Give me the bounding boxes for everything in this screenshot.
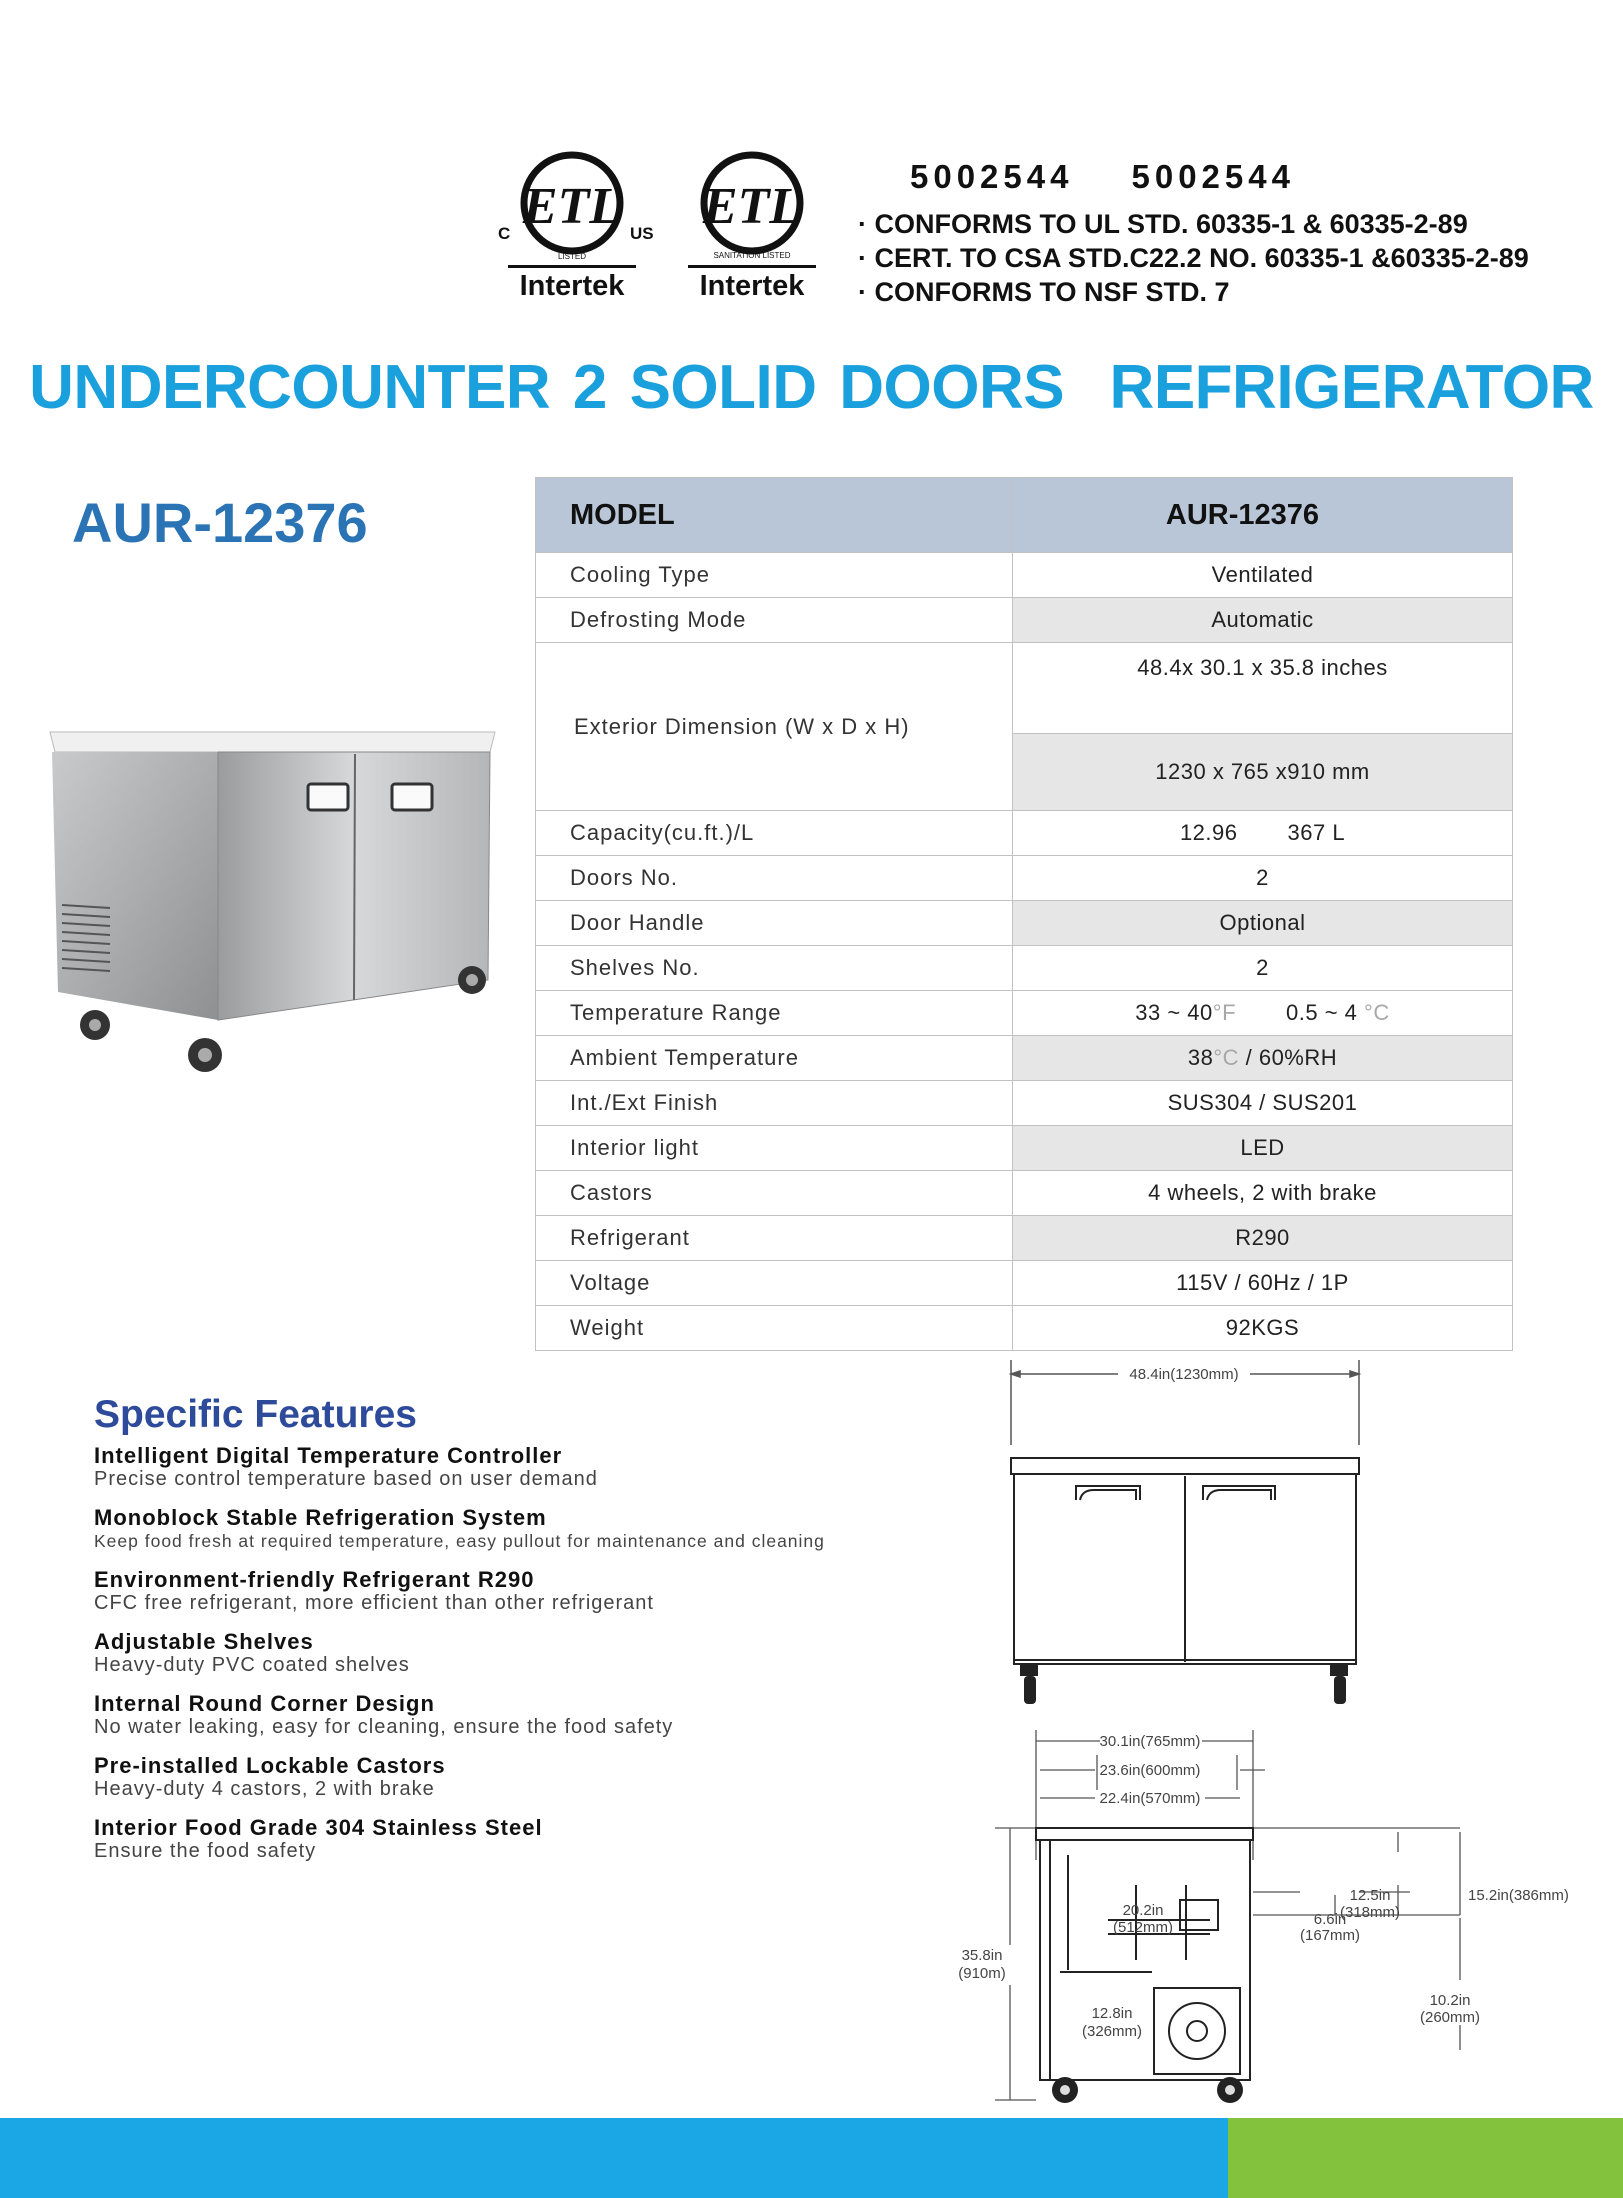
row-value: Optional <box>1013 901 1513 946</box>
row-label: Castors <box>536 1171 1013 1216</box>
temp-f: 33 ~ 40 <box>1135 1000 1213 1025</box>
front-width-label: 48.4in(1230mm) <box>1129 1366 1239 1383</box>
compressor-width-label: 12.8in <box>1091 2005 1133 2022</box>
dim-label: (260mm) <box>1419 2009 1481 2026</box>
row-value: SUS304 / SUS201 <box>1013 1081 1513 1126</box>
row-value: R290 <box>1013 1216 1513 1261</box>
row-value: 2 <box>1013 946 1513 991</box>
table-row <box>536 1171 1513 1216</box>
etl-listed-logo <box>490 135 665 310</box>
cert-line: · CONFORMS TO NSF STD. 7 <box>858 275 1529 309</box>
feature-item <box>94 1692 934 1738</box>
row-label: Interior light <box>536 1126 1013 1171</box>
features-list <box>94 1444 934 1878</box>
feature-item <box>94 1816 934 1862</box>
capacity-liters: 367 L <box>1287 820 1346 845</box>
svg-text:LISTED: LISTED <box>557 252 587 261</box>
inner-height-label: (512mm) <box>1112 1919 1174 1936</box>
etl-mark: ETL <box>702 178 802 235</box>
front-view-drawing <box>990 1350 1390 1720</box>
ambient-value: 38 <box>1187 1045 1214 1070</box>
row-label: Cooling Type <box>536 553 1013 598</box>
table-row <box>536 856 1513 901</box>
cert-line: · CERT. TO CSA STD.C22.2 NO. 60335-1 &60335-2-89 <box>858 241 1529 275</box>
side-depth-label: 22.4in(570mm) <box>1099 1790 1201 1807</box>
row-label: Door Handle <box>536 901 1013 946</box>
product-photo <box>40 730 510 1090</box>
table-row <box>536 1081 1513 1126</box>
row-label: Int./Ext Finish <box>536 1081 1013 1126</box>
feature-heading: Pre-installed Lockable Castors <box>94 1753 446 1778</box>
feature-description: Precise control temperature based on user demand <box>94 1468 598 1490</box>
side-depth-label: 23.6in(600mm) <box>1099 1762 1201 1779</box>
row-value: Automatic <box>1013 598 1513 643</box>
cert-number: 5002544 <box>910 158 1074 195</box>
feature-heading: Intelligent Digital Temperature Controller <box>94 1443 563 1468</box>
compressor-width-label: (326mm) <box>1081 2023 1143 2040</box>
feature-heading: Interior Food Grade 304 Stainless Steel <box>94 1815 543 1840</box>
table-row <box>536 1306 1513 1351</box>
table-row <box>536 598 1513 643</box>
row-value: 115V / 60Hz / 1P <box>1013 1261 1513 1306</box>
dim-label: 15.2in(386mm) <box>1468 1887 1569 1904</box>
row-value: 4 wheels, 2 with brake <box>1013 1171 1513 1216</box>
footer-bar-green <box>1228 2118 1623 2198</box>
row-label: Capacity(cu.ft.)/L <box>536 811 1013 856</box>
side-view-drawing <box>940 1720 1569 2110</box>
feature-item <box>94 1754 934 1800</box>
table-row <box>536 811 1513 856</box>
row-value: 92KGS <box>1013 1306 1513 1351</box>
capacity-cuft: 12.96 <box>1179 820 1238 845</box>
feature-description: Heavy-duty 4 castors, 2 with brake <box>94 1778 435 1800</box>
table-row <box>536 901 1513 946</box>
svg-text:SANITATION LISTED: SANITATION LISTED <box>713 251 791 260</box>
temp-c: 0.5 ~ 4 <box>1286 1000 1365 1025</box>
row-value: Ventilated <box>1013 553 1513 598</box>
feature-description: No water leaking, easy for cleaning, ensure the food safety <box>94 1716 674 1738</box>
table-row <box>536 1036 1513 1081</box>
intertek-name: Intertek <box>699 270 805 302</box>
page-title: UNDERCOUNTER 2 SOLID DOORS REFRIGERATOR <box>29 353 1594 422</box>
feature-description: Heavy-duty PVC coated shelves <box>94 1654 410 1676</box>
header-label: MODEL <box>536 478 1013 553</box>
feature-item <box>94 1630 934 1676</box>
feature-description: Ensure the food safety <box>94 1840 317 1862</box>
feature-heading: Adjustable Shelves <box>94 1629 314 1654</box>
row-label: Refrigerant <box>536 1216 1013 1261</box>
row-value <box>1013 811 1513 856</box>
etl-mark: ETL <box>522 178 622 235</box>
dim-label: (167mm) <box>1299 1927 1361 1944</box>
row-label: Ambient Temperature <box>536 1036 1013 1081</box>
row-label: Shelves No. <box>536 946 1013 991</box>
svg-text:US: US <box>630 224 654 243</box>
side-height-label: (910m) <box>958 1965 1006 1982</box>
dim-label: 6.6in <box>1313 1911 1347 1928</box>
certification-statements <box>858 207 1529 309</box>
row-value <box>1013 1036 1513 1081</box>
inner-height-label: 20.2in <box>1122 1902 1164 1919</box>
side-height-label: 35.8in <box>961 1947 1003 1964</box>
cert-number: 5002544 <box>1131 158 1295 195</box>
table-row <box>536 643 1513 734</box>
feature-item <box>94 1444 934 1490</box>
side-depth-label: 30.1in(765mm) <box>1099 1733 1201 1750</box>
row-value <box>1013 991 1513 1036</box>
features-title: Specific Features <box>94 1393 417 1436</box>
row-value: 1230 x 765 x910 mm <box>1013 734 1513 811</box>
table-row <box>536 1126 1513 1171</box>
feature-item <box>94 1568 934 1614</box>
footer-bar-blue <box>0 2118 1228 2198</box>
ambient-unit: °C <box>1213 1045 1239 1070</box>
feature-heading: Monoblock Stable Refrigeration System <box>94 1505 547 1530</box>
row-label: Temperature Range <box>536 991 1013 1036</box>
feature-description: CFC free refrigerant, more efficient than other refrigerant <box>94 1592 654 1614</box>
certification-numbers <box>910 158 1353 196</box>
table-row <box>536 946 1513 991</box>
svg-text:C: C <box>498 224 511 243</box>
row-label: Defrosting Mode <box>536 598 1013 643</box>
row-label: Exterior Dimension (W x D x H) <box>536 643 1013 811</box>
row-label: Voltage <box>536 1261 1013 1306</box>
model-code: AUR-12376 <box>72 491 368 554</box>
dim-label: 10.2in <box>1429 1992 1471 2009</box>
row-label: Doors No. <box>536 856 1013 901</box>
cert-line: · CONFORMS TO UL STD. 60335-1 & 60335-2-89 <box>858 207 1529 241</box>
intertek-name: Intertek <box>519 270 625 302</box>
row-value: 2 <box>1013 856 1513 901</box>
header-model: AUR-12376 <box>1013 478 1513 553</box>
table-row <box>536 553 1513 598</box>
feature-item <box>94 1506 934 1552</box>
row-value: LED <box>1013 1126 1513 1171</box>
unit-f: °F <box>1212 1000 1237 1025</box>
dim-label: 12.5in <box>1349 1887 1391 1904</box>
feature-heading: Environment-friendly Refrigerant R290 <box>94 1567 535 1592</box>
dim-label: (318mm) <box>1339 1904 1401 1921</box>
table-row <box>536 991 1513 1036</box>
table-row <box>536 1216 1513 1261</box>
spec-table <box>535 477 1513 1351</box>
etl-sanitation-logo <box>682 135 857 310</box>
row-label: Weight <box>536 1306 1013 1351</box>
feature-description: Keep food fresh at required temperature, easy pullout for maintenance and cleaning <box>94 1531 825 1551</box>
table-header-row <box>536 478 1513 553</box>
ambient-humidity: / 60%RH <box>1239 1045 1338 1070</box>
table-row <box>536 1261 1513 1306</box>
row-value: 48.4x 30.1 x 35.8 inches <box>1013 643 1513 734</box>
feature-heading: Internal Round Corner Design <box>94 1691 435 1716</box>
unit-c: °C <box>1364 1000 1390 1025</box>
